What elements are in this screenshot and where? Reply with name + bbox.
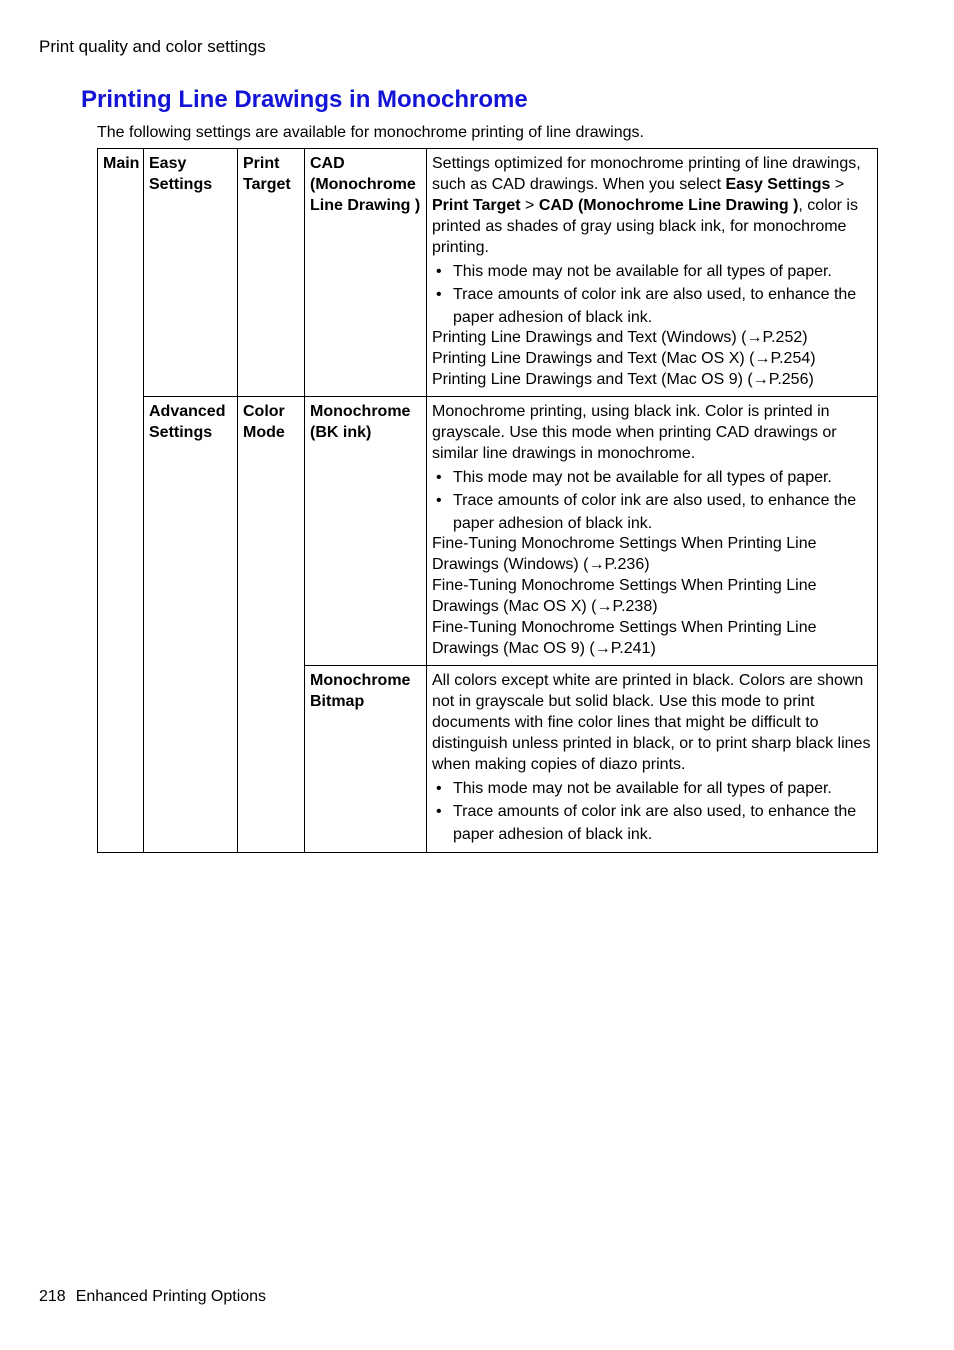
cad-description: Settings optimized for monochrome printing of line drawings, such as CAD drawings. When you select Easy Settings > Print Target > CAD (Monochrome Line Drawing ), color is printed as shades of gray using black ink, for monochrome printing. — [432, 155, 861, 256]
list-item: • This mode may not be available for all types of paper. — [432, 777, 872, 800]
cad-option-cell: CAD (Monochrome Line Drawing ) — [305, 149, 427, 397]
color-mode-cell: Color Mode — [238, 397, 305, 853]
reference-link[interactable]: Fine-Tuning Monochrome Settings When Printing Line Drawings (Mac OS 9) (→P.241) — [432, 619, 817, 657]
monochrome-bitmap-notes-list — [432, 777, 872, 846]
monochrome-bk-references — [432, 533, 872, 659]
table-row — [98, 397, 878, 666]
list-item: • This mode may not be available for all types of paper. — [432, 260, 872, 283]
cad-description-cell — [427, 149, 878, 397]
monochrome-bk-notes-list — [432, 466, 872, 535]
bullet-icon: • — [436, 780, 442, 797]
monochrome-bitmap-option-cell: Monochrome Bitmap — [305, 666, 427, 853]
settings-table — [97, 148, 878, 853]
page-title: Printing Line Drawings in Monochrome — [81, 86, 528, 113]
page-number: 218 — [39, 1288, 66, 1305]
page-footer — [39, 1287, 266, 1307]
list-item: • This mode may not be available for all types of paper. — [432, 466, 872, 489]
cad-notes-list — [432, 260, 872, 329]
monochrome-bk-description-cell — [427, 397, 878, 666]
reference-link[interactable]: Printing Line Drawings and Text (Mac OS X) (→P.254) — [432, 350, 816, 367]
print-target-cell: Print Target — [238, 149, 305, 397]
monochrome-bitmap-description-cell — [427, 666, 878, 853]
list-item: • Trace amounts of color ink are also used, to enhance the paper adhesion of black ink. — [432, 283, 872, 329]
bullet-icon: • — [436, 492, 442, 509]
main-tab-cell: Main — [98, 149, 144, 853]
bullet-icon: • — [436, 469, 442, 486]
easy-settings-cell: Easy Settings — [144, 149, 238, 397]
reference-link[interactable]: Fine-Tuning Monochrome Settings When Printing Line Drawings (Windows) (→P.236) — [432, 535, 817, 573]
reference-link[interactable]: Printing Line Drawings and Text (Windows) (→P.252) — [432, 329, 808, 346]
intro-paragraph: The following settings are available for monochrome printing of line drawings. — [97, 124, 644, 141]
list-item: • Trace amounts of color ink are also used, to enhance the paper adhesion of black ink. — [432, 800, 872, 846]
cad-references — [432, 327, 872, 390]
reference-link[interactable]: Printing Line Drawings and Text (Mac OS 9) (→P.256) — [432, 371, 814, 388]
list-item: • Trace amounts of color ink are also used, to enhance the paper adhesion of black ink. — [432, 489, 872, 535]
table-row — [98, 149, 878, 397]
bullet-icon: • — [436, 286, 442, 303]
bullet-icon: • — [436, 803, 442, 820]
reference-link[interactable]: Fine-Tuning Monochrome Settings When Printing Line Drawings (Mac OS X) (→P.238) — [432, 577, 817, 615]
chapter-title: Enhanced Printing Options — [75, 1288, 267, 1305]
running-header: Print quality and color settings — [39, 37, 266, 56]
advanced-settings-cell: Advanced Settings — [144, 397, 238, 853]
monochrome-bk-option-cell: Monochrome (BK ink) — [305, 397, 427, 666]
bullet-icon: • — [436, 263, 442, 280]
monochrome-bitmap-description: All colors except white are printed in black. Colors are shown not in grayscale but solid black. Use this mode to print documents with fine color lines that might be difficult to distinguish unless printed in black, or to print sharp black lines when making copies of diazo prints. — [432, 672, 871, 773]
monochrome-bk-description: Monochrome printing, using black ink. Color is printed in grayscale. Use this mode when printing CAD drawings or similar line drawings in monochrome. — [432, 403, 837, 462]
